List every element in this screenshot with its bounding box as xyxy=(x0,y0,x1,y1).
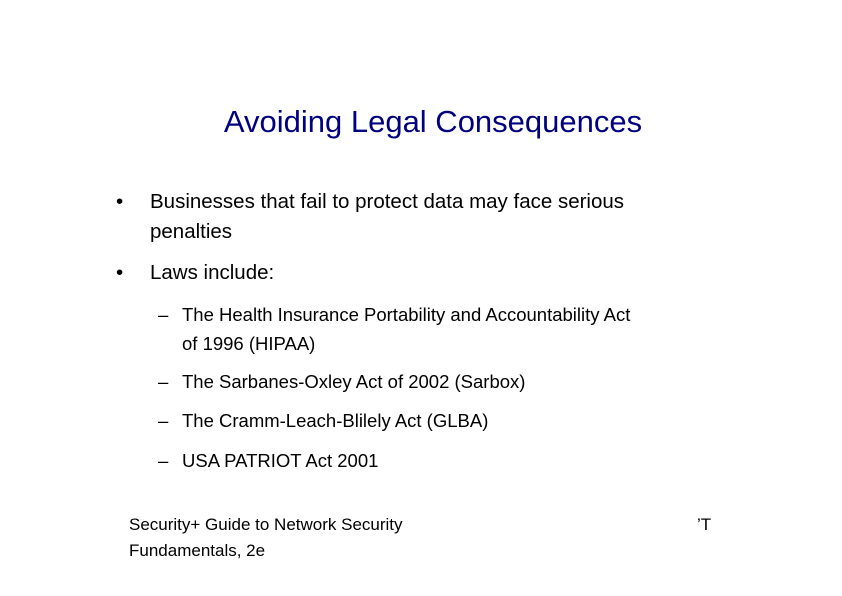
sub-bullet-marker: – xyxy=(158,371,169,392)
sub-bullet-marker: – xyxy=(158,304,169,325)
sub-bullet-text-line: The Sarbanes-Oxley Act of 2002 (Sarbox) xyxy=(182,371,526,392)
bullet-penalties xyxy=(116,187,750,247)
bullet-marker: • xyxy=(116,190,124,213)
sub-bullet-text-line: USA PATRIOT Act 2001 xyxy=(182,450,379,471)
footer-book-title xyxy=(129,512,403,564)
bullet-text-line: Laws include: xyxy=(150,261,275,284)
footer-page-mark: ’T xyxy=(697,515,712,534)
sub-bullet-patriot-act xyxy=(158,446,742,475)
bullet-laws-include xyxy=(116,258,750,288)
sub-bullet-text-line: The Cramm-Leach-Blilely Act (GLBA) xyxy=(182,410,489,431)
bullet-marker: • xyxy=(116,261,124,284)
bullet-text-line: penalties xyxy=(150,220,233,243)
footer-line: Fundamentals, 2e xyxy=(129,541,266,560)
footer-line: Security+ Guide to Network Security xyxy=(129,515,403,534)
sub-bullet-marker: – xyxy=(158,450,169,471)
bullet-text-line: Businesses that fail to protect data may face serious xyxy=(150,190,625,213)
sub-bullet-text-line: of 1996 (HIPAA) xyxy=(182,333,316,354)
sub-bullet-glba xyxy=(158,406,742,435)
sub-bullet-hipaa xyxy=(158,300,742,358)
sub-bullet-text-line: The Health Insurance Portability and Accountability Act xyxy=(182,304,631,325)
sub-bullet-marker: – xyxy=(158,410,169,431)
sub-bullet-sarbox xyxy=(158,367,742,396)
slide-title: Avoiding Legal Consequences xyxy=(223,104,643,139)
